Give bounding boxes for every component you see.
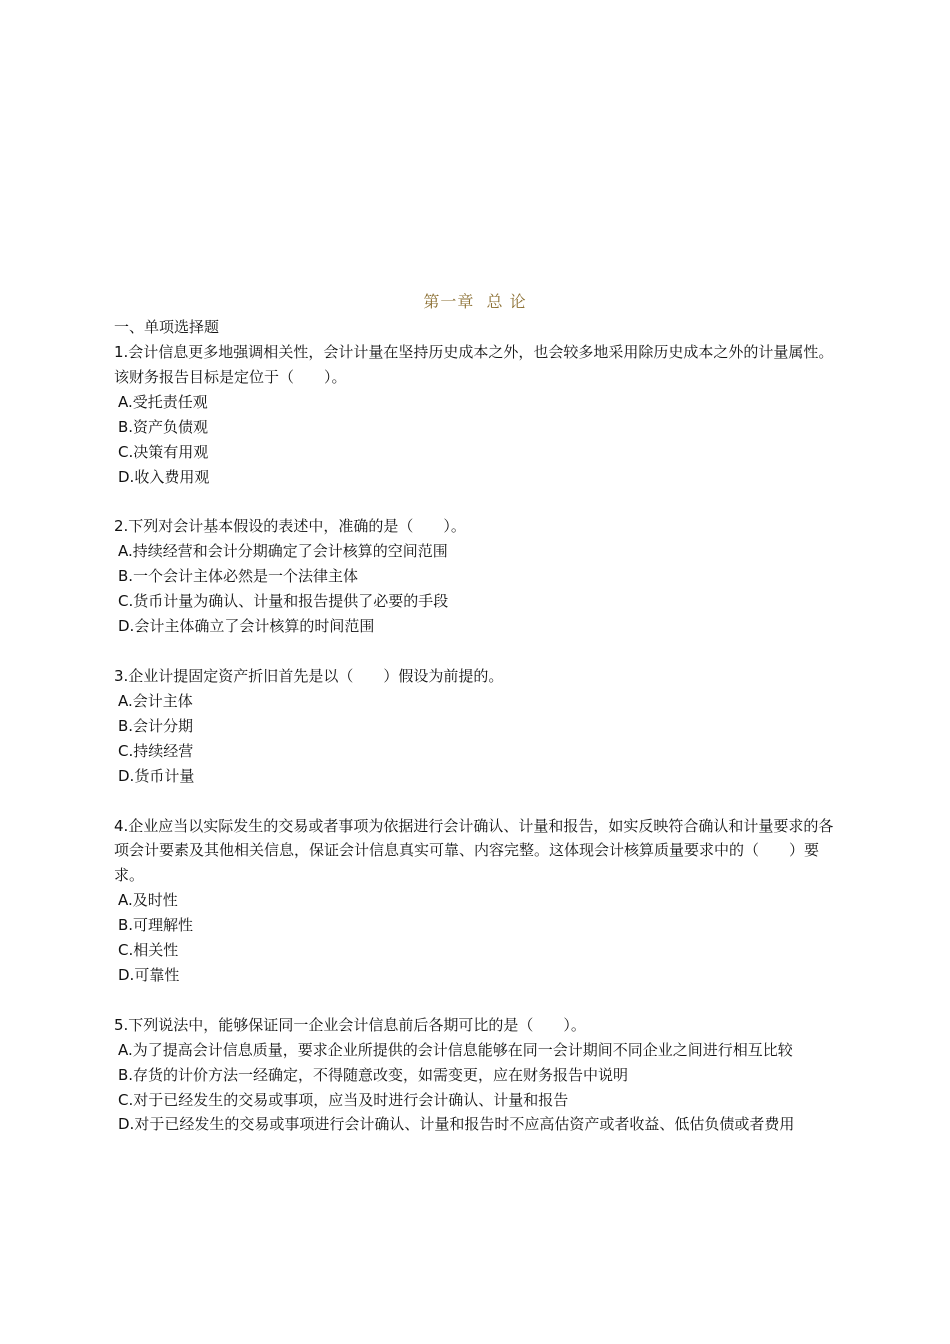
- option-d: D.货币计量: [118, 766, 195, 785]
- question-stem: 1.会计信息更多地强调相关性，会计计量在坚持历史成本之外，也会较多地采用除历史成本之外的计量属性。该财务报告目标是定位于（ ）。: [114, 343, 834, 386]
- question-2: [114, 514, 838, 639]
- option-a: A.受托责任观: [118, 392, 208, 411]
- option-b: B.一个会计主体必然是一个法律主体: [118, 567, 359, 586]
- option-a: A.为了提高会计信息质量，要求企业所提供的会计信息能够在同一会计期间不同企业之间进行相互比较: [118, 1040, 793, 1059]
- question-stem: 4.企业应当以实际发生的交易或者事项为依据进行会计确认、计量和报告，如实反映符合确认和计量要求的各项会计要素及其他相关信息，保证会计信息真实可靠、内容完整。这体现会计核算质量要求中的（ ）要求。: [114, 816, 834, 885]
- question-3: [114, 664, 838, 789]
- option-d: D.可靠性: [118, 965, 180, 984]
- option-d: D.对于已经发生的交易或事项进行会计确认、计量和报告时不应高估资产或者收益、低估负债或者费用: [118, 1115, 795, 1134]
- option-c: C.相关性: [118, 941, 179, 960]
- question-4: [114, 814, 838, 988]
- option-b: B.资产负债观: [118, 417, 209, 436]
- question-list: [114, 340, 838, 1162]
- option-a: A.会计主体: [118, 691, 193, 710]
- question-5: [114, 1013, 838, 1138]
- question-stem: 3.企业计提固定资产折旧首先是以（ ）假设为前提的。: [114, 666, 504, 685]
- option-c: C.决策有用观: [118, 442, 209, 461]
- question-1: [114, 340, 838, 489]
- option-b: B.可理解性: [118, 916, 194, 935]
- option-b: B.存货的计价方法一经确定，不得随意改变，如需变更，应在财务报告中说明: [118, 1065, 629, 1084]
- question-stem: 2.下列对会计基本假设的表述中，准确的是（ ）。: [114, 517, 466, 536]
- option-a: A.持续经营和会计分期确定了会计核算的空间范围: [118, 542, 448, 561]
- section-heading: 一、单项选择题: [114, 318, 220, 336]
- option-c: C.货币计量为确认、计量和报告提供了必要的手段: [118, 592, 449, 611]
- option-a: A.及时性: [118, 891, 178, 910]
- option-d: D.会计主体确立了会计核算的时间范围: [118, 617, 375, 636]
- chapter-title: 第一章 总 论: [423, 292, 527, 311]
- option-c: C.对于已经发生的交易或事项，应当及时进行会计确认、计量和报告: [118, 1090, 569, 1109]
- question-stem: 5.下列说法中，能够保证同一企业会计信息前后各期可比的是（ ）。: [114, 1015, 586, 1034]
- option-c: C.持续经营: [118, 741, 194, 760]
- option-d: D.收入费用观: [118, 467, 210, 486]
- option-b: B.会计分期: [118, 716, 194, 735]
